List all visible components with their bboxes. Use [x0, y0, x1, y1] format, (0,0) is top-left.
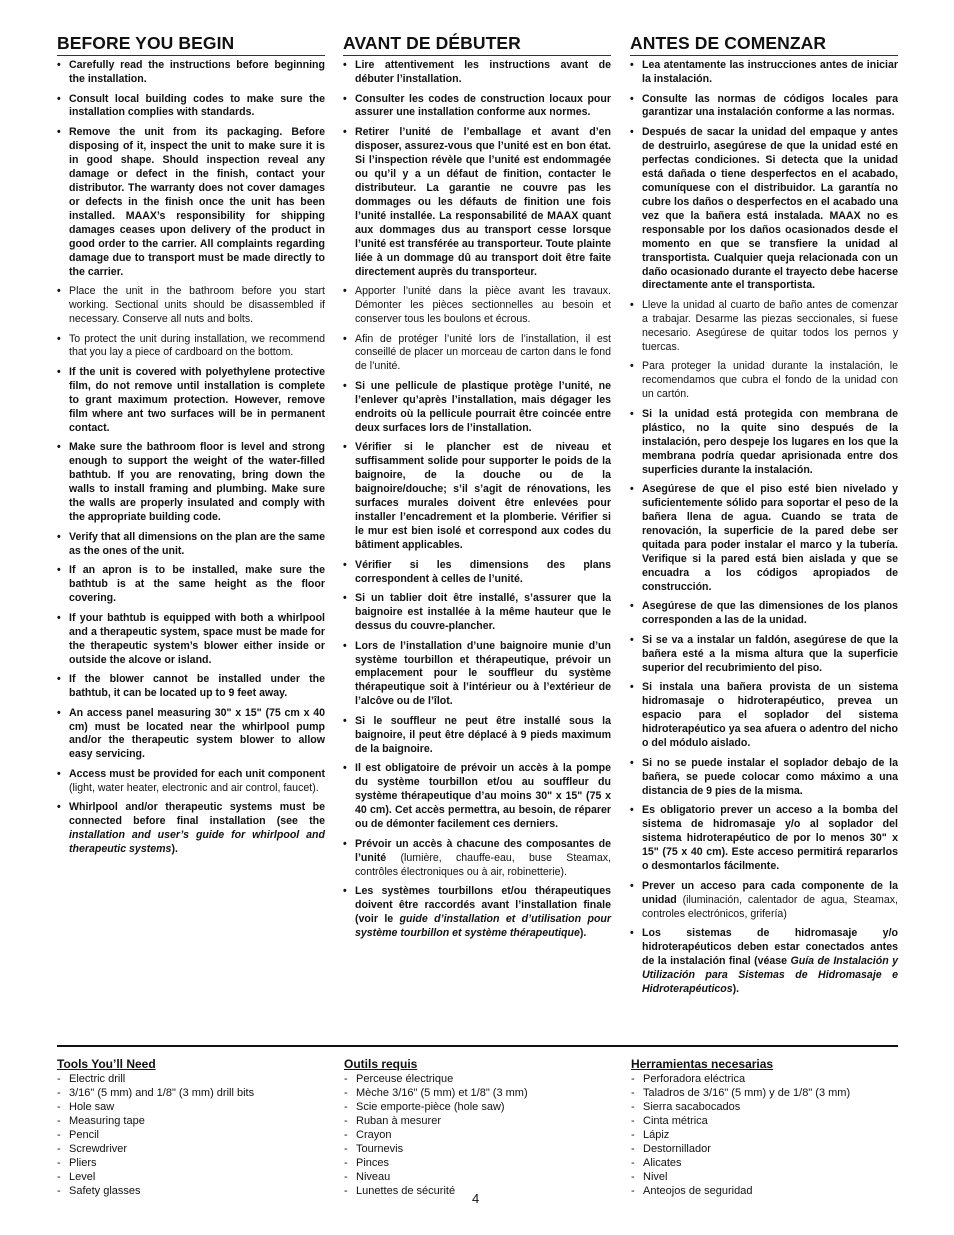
dash-icon: -	[57, 1143, 61, 1155]
column-french	[343, 33, 611, 947]
instruction-text: Make sure the bathroom floor is level and strong enough to support the weight of the water-filled bathtub. If you are renovating, bring down the walls to install framing and plumbing. Make sure the walls are properly insulated and comply with the appropriate building code.	[69, 441, 325, 524]
instruction-item	[343, 59, 611, 87]
instruction-text: If the blower cannot be installed under the bathtub, it can be located up to 9 feet away.	[69, 673, 325, 700]
bullet-icon: •	[630, 681, 634, 694]
tool-item	[57, 1170, 327, 1184]
dash-icon: -	[344, 1143, 348, 1155]
bullet-icon: •	[57, 92, 61, 105]
instruction-text: Retirer l’unité de l’emballage et avant d’en disposer, assurez-vous que l’unité est en bon état. Si l’inspection révèle que l’unité est endommagée ou qu’il y a un défaut de finition, contacter le distributeur. La garantie ne couvre pas les dommages ou les défauts de finition une fois l’unité installée. La responsabilité de MAAX quant aux dommages dus au transport cesse lorsque l’unité est transférée au transporteur. Toute plainte liée à un dommage dû au transport doit être faite directement auprès du transporteur.	[355, 126, 611, 278]
instruction-item	[630, 93, 898, 121]
dash-icon: -	[344, 1115, 348, 1127]
bullet-icon: •	[343, 639, 347, 652]
tool-name: Pliers	[69, 1157, 97, 1169]
instruction-text: Si la unidad está protegida con membrana de plástico, no la quite sino después de la instalación, pero despeje los lugares en los que la membrana podría quedar aprisionada entre dos superficies durante la instalación.	[642, 407, 898, 476]
dash-icon: -	[57, 1129, 61, 1141]
tool-item	[344, 1072, 614, 1086]
instruction-item	[343, 380, 611, 436]
instruction-item	[57, 285, 325, 327]
tool-name: Electric drill	[69, 1073, 126, 1085]
instruction-text: If your bathtub is equipped with both a whirlpool and a therapeutic system, space must be made for the therapeutic system’s blower either inside or outside the alcove or island.	[69, 611, 325, 666]
instruction-item	[343, 640, 611, 710]
instruction-item	[343, 838, 611, 880]
bullet-icon: •	[57, 801, 61, 814]
instruction-text: Vérifier si le plancher est de niveau et suffisamment solide pour supporter le poids de la baignoire, de la douche ou de la baignoire/douche; s’il s’agit de rénovations, les surfaces murales doivent être enlevées pour installer l’encadrement et la plomberie. Vérifier si le mur est bien isolé et correspond aux codes du bâtiment applicables.	[355, 441, 611, 552]
tool-item	[57, 1142, 327, 1156]
dash-icon: -	[57, 1157, 61, 1169]
bullet-icon: •	[343, 126, 347, 138]
instruction-item	[343, 762, 611, 832]
tool-name: Perforadora eléctrica	[643, 1073, 746, 1085]
bullet-icon: •	[57, 706, 61, 719]
dash-icon: -	[344, 1087, 348, 1099]
dash-icon: -	[631, 1115, 635, 1127]
bullet-icon: •	[57, 564, 61, 577]
instruction-text: Para proteger la unidad durante la instalación, le recomendamos que cubra el fondo de la unidad con un cartón.	[642, 360, 898, 401]
instruction-item	[630, 804, 898, 874]
dash-icon: -	[344, 1073, 348, 1085]
bullet-icon: •	[630, 483, 634, 496]
instruction-text: Consulte las normas de códigos locales para garantizar una instalación conforme a las normas.	[642, 92, 898, 119]
tool-name: Perceuse électrique	[356, 1073, 454, 1085]
tool-name: Taladros de 3/16" (5 mm) y de 1/8" (3 mm)	[643, 1087, 851, 1099]
tool-item	[631, 1170, 901, 1184]
instruction-note: (lumière, chauffe-eau, buse Steamax, contrôles électroniques ou à air, robinetterie).	[355, 851, 611, 878]
bullet-icon: •	[630, 407, 634, 420]
tool-name: Scie emporte-pièce (hole saw)	[356, 1101, 505, 1113]
dash-icon: -	[631, 1073, 635, 1085]
instruction-text: Remove the unit from its packaging. Before disposing of it, inspect the unit to make sure it is in good shape. Should inspection reveal any damage or defect in the finish, contact your distributor. The warranty does not cover damages or defects in the finish once the unit has been installed. MAAX’s responsibility for shipping damages ceases upon delivery of the product in good order to the carrier. All complaints regarding damage due to transport must be made directly to the carrier.	[69, 126, 325, 278]
instruction-text: Consult local building codes to make sure the installation complies with standards.	[69, 92, 325, 119]
instruction-text: Los sistemas de hidromasaje y/o hidroterapéuticos deben estar conectados antes de la instalación final (véase	[642, 927, 898, 967]
instruction-text: If an apron is to be installed, make sure the bathtub is at the same height as the floor covering.	[69, 564, 325, 605]
tool-name: Sierra sacabocados	[643, 1101, 741, 1113]
tool-item	[57, 1100, 327, 1114]
guide-title: guide d’installation et d’utilisation pour système tourbillon et système thérapeutique	[355, 913, 612, 940]
bullet-icon: •	[630, 756, 634, 769]
instruction-item	[630, 634, 898, 676]
tool-name: Safety glasses	[69, 1185, 141, 1197]
instruction-item	[57, 612, 325, 668]
instruction-text: Whirlpool and/or therapeutic systems must be connected before final installation (see the	[69, 801, 325, 828]
tool-item	[57, 1072, 327, 1086]
bullet-icon: •	[343, 332, 347, 345]
instruction-item	[630, 59, 898, 87]
instruction-item	[57, 93, 325, 121]
instruction-text: Lea atentamente las instrucciones antes de iniciar la instalación.	[642, 59, 898, 85]
bullet-icon: •	[343, 59, 347, 71]
guide-title: Guía de Instalación y Utilización para Sistemas de Hidromasaje e Hidroterapéuticos	[642, 954, 898, 995]
bullet-icon: •	[57, 59, 61, 71]
page-number: 4	[472, 1191, 480, 1206]
instruction-item	[57, 59, 325, 87]
instruction-text: Si no se puede instalar el soplador debajo de la bañera, se puede colocar como máximo a una distancia de 9 pies de la misma.	[642, 756, 898, 797]
bullet-icon: •	[343, 92, 347, 105]
instruction-text: Access must be provided for each unit component	[69, 767, 325, 780]
instruction-text: Prévoir un accès à chacune des composantes de l’unité	[355, 837, 611, 864]
instruction-text: Apporter l’unité dans la pièce avant les travaux. Démonter les pièces sectionnelles au besoin et conserver tous les boulons et écrous.	[355, 285, 611, 325]
bullet-icon: •	[343, 379, 347, 392]
bullet-icon: •	[57, 673, 61, 686]
tool-name: Crayon	[356, 1129, 392, 1141]
instruction-item	[343, 715, 611, 757]
tool-item	[631, 1142, 901, 1156]
tools-heading: Outils requis	[344, 1057, 418, 1071]
bullet-icon: •	[343, 441, 347, 454]
bullet-icon: •	[630, 59, 634, 71]
instruction-text: Place the unit in the bathroom before you start working. Sectional units should be disassembled if necessary. Conserve all nuts and bolts.	[69, 285, 325, 325]
instruction-text: Si se va a instalar un faldón, asegúrese de que la bañera esté a la misma altura que la superficie superior del recubrimiento del piso.	[642, 633, 898, 674]
instruction-item	[57, 673, 325, 701]
bullet-icon: •	[343, 837, 347, 850]
instruction-note: (iluminación, calentador de agua, Steamax, controles electrónicos, grifería)	[642, 893, 898, 920]
tool-item	[344, 1170, 614, 1184]
instruction-item	[630, 299, 898, 355]
instruction-item	[57, 531, 325, 559]
tool-name: Ruban à mesurer	[356, 1115, 441, 1127]
bullet-icon: •	[57, 126, 61, 138]
tool-item	[631, 1114, 901, 1128]
tool-item	[57, 1156, 327, 1170]
dash-icon: -	[631, 1087, 635, 1099]
instruction-text: Es obligatorio prever un acceso a la bomba del sistema de hidromasaje y/o al soplador del sistema hidroterapéutico de por lo menos 30" x 15" (75 x 40 cm). Este acceso permitirá repararlos o desmontarlos fácilmente.	[642, 804, 898, 873]
instruction-text: Prever un acceso para cada componente de la unidad	[642, 879, 898, 906]
dash-icon: -	[344, 1129, 348, 1141]
tool-name: Screwdriver	[69, 1143, 128, 1155]
tool-item	[631, 1184, 901, 1198]
tool-item	[344, 1156, 614, 1170]
tool-name: Nivel	[643, 1171, 668, 1183]
instruction-item	[343, 592, 611, 634]
tools-english	[57, 1056, 327, 1198]
bullet-icon: •	[343, 558, 347, 571]
tools-list	[344, 1072, 614, 1198]
bullet-icon: •	[630, 299, 634, 312]
instruction-text: Il est obligatoire de prévoir un accès à la pompe du système tourbillon et/ou au souffleur du système thérapeutique d’au moins 30" x 15" (75 x 40 cm). Cet accès permettra, au besoin, de réparer ou de démonter facilement ces derniers.	[355, 762, 611, 831]
heading-antes-de-comenzar: ANTES DE COMENZAR	[630, 33, 898, 56]
instruction-item	[630, 483, 898, 595]
bullet-icon: •	[343, 885, 347, 898]
instruction-item	[57, 768, 325, 796]
instruction-item	[343, 333, 611, 375]
dash-icon: -	[631, 1157, 635, 1169]
dash-icon: -	[631, 1143, 635, 1155]
bullet-icon: •	[630, 927, 634, 940]
dash-icon: -	[344, 1101, 348, 1113]
tool-item	[57, 1114, 327, 1128]
tool-item	[344, 1114, 614, 1128]
column-english	[57, 33, 325, 863]
bullet-icon: •	[630, 360, 634, 373]
instruction-text: Consulter les codes de construction locaux pour assurer une installation conforme aux normes.	[355, 92, 611, 119]
tool-item	[631, 1086, 901, 1100]
instruction-text: Si le souffleur ne peut être installé sous la baignoire, il peut être déplacé à 9 pieds maximum de la baignoire.	[355, 714, 611, 755]
instruction-text: Lors de l’installation d’une baignoire munie d’un système tourbillon et thérapeutique, prévoir un emplacement pour le souffleur du système thérapeutique soit à l’intérieur ou à l’extérieur de l’alcôve ou de l’îlot.	[355, 639, 611, 708]
tool-name: Mèche 3/16" (5 mm) et 1/8" (3 mm)	[356, 1087, 528, 1099]
tool-name: Lápiz	[643, 1129, 670, 1141]
instruction-item	[343, 126, 611, 279]
tool-item	[344, 1142, 614, 1156]
tools-spanish	[631, 1056, 901, 1198]
tool-name: Hole saw	[69, 1101, 115, 1113]
tool-item	[631, 1072, 901, 1086]
instruction-item	[630, 757, 898, 799]
instruction-item	[343, 93, 611, 121]
dash-icon: -	[344, 1171, 348, 1183]
guide-title: installation and user’s guide for whirlpool and therapeutic systems	[69, 829, 325, 856]
instruction-text: Verify that all dimensions on the plan are the same as the ones of the unit.	[69, 530, 325, 557]
instruction-text: Si instala una bañera provista de un sistema hidromasaje o hidroterapéutico, prevea un espacio para el soplador del sistema hidroterapéutico ya sea afuera o adentro del nicho o del módulo aislado.	[642, 681, 898, 750]
tool-item	[631, 1156, 901, 1170]
instruction-item	[343, 441, 611, 553]
tool-item	[57, 1086, 327, 1100]
instruction-text: An access panel measuring 30" x 15" (75 cm x 40 cm) must be located near the whirlpool pump and/or the therapeutic system blower to allow easy servicing.	[69, 706, 325, 761]
bullet-icon: •	[630, 804, 634, 817]
tool-name: Anteojos de seguridad	[643, 1185, 753, 1197]
instruction-text: Si un tablier doit être installé, s’assurer que la baignoire est installée à la même hauteur que le dessus du couvre-plancher.	[355, 592, 611, 633]
instruction-item	[630, 360, 898, 402]
tool-item	[631, 1100, 901, 1114]
dash-icon: -	[344, 1157, 348, 1169]
instruction-text-end: ).	[732, 982, 740, 995]
instruction-note: (light, water heater, electronic and air control, faucet).	[69, 781, 319, 794]
bullet-icon: •	[343, 714, 347, 727]
tool-name: Tournevis	[356, 1143, 404, 1155]
dash-icon: -	[57, 1073, 61, 1085]
instruction-text: Afin de protéger l’unité lors de l’installation, il est conseillé de placer un morceau de carton dans le fond de l’unité.	[355, 332, 611, 373]
tools-list	[631, 1072, 901, 1198]
dash-icon: -	[344, 1185, 348, 1197]
instruction-item	[630, 408, 898, 478]
tool-name: Lunettes de sécurité	[356, 1185, 456, 1197]
instruction-text: Asegúrese de que el piso esté bien nivelado y suficientemente sólido para soportar el peso de la bañera llena de agua. Cuando se trata de renovación, la superficie de la pared debe ser quitada para poder instalar el marco y la tubería. Verifique si la pared está bien aislada y que se encuadra a los códigos apropiados de construcción.	[642, 483, 898, 593]
instruction-item	[57, 801, 325, 857]
bullet-icon: •	[630, 92, 634, 105]
tool-name: Cinta métrica	[643, 1115, 708, 1127]
bullet-icon: •	[343, 592, 347, 605]
bullet-icon: •	[57, 285, 61, 298]
section-divider	[57, 1045, 898, 1047]
instruction-item	[630, 880, 898, 922]
instruction-item	[57, 126, 325, 279]
dash-icon: -	[57, 1101, 61, 1113]
instruction-item	[343, 885, 611, 941]
tool-name: Niveau	[356, 1171, 391, 1183]
tool-name: Level	[69, 1171, 96, 1183]
tool-name: 3/16" (5 mm) and 1/8" (3 mm) drill bits	[69, 1087, 255, 1099]
tool-name: Measuring tape	[69, 1115, 145, 1127]
tool-item	[57, 1184, 327, 1198]
bullet-icon: •	[630, 633, 634, 646]
tool-item	[344, 1128, 614, 1142]
dash-icon: -	[57, 1185, 61, 1197]
instruction-text: Después de sacar la unidad del empaque y antes de destruirlo, asegúrese de que la unidad esté en perfectas condiciones. Si detecta que la unidad está dañada o tiene desperfectos en el acabado, comuníquese con el distribuidor. La garantía no cubre los daños o desperfectos en el acabado una vez que la bañera está instalada. MAAX no es responsable por los daños ocasionados desde el momento en que se transfiere la unidad al transportista. Cualquier queja relacionada con un daño ocasionado durante el trayecto debe hacerse directamente ante el transportista.	[642, 126, 898, 292]
instruction-item	[630, 681, 898, 751]
bullet-icon: •	[630, 600, 634, 613]
tool-item	[57, 1128, 327, 1142]
column-spanish	[630, 33, 898, 1002]
bullet-icon: •	[630, 126, 634, 138]
instruction-text: Lleve la unidad al cuarto de baño antes de comenzar a trabajar. Desarme las piezas seccionales, si fuese necesario. Asegúrese de quitar todos los pernos y tuercas.	[642, 299, 898, 353]
instruction-item	[57, 707, 325, 763]
tool-name: Destornillador	[643, 1143, 711, 1155]
tools-list	[57, 1072, 327, 1198]
tool-name: Pinces	[356, 1157, 390, 1169]
instruction-list	[343, 59, 611, 941]
bullet-icon: •	[57, 530, 61, 543]
dash-icon: -	[57, 1171, 61, 1183]
instruction-list	[630, 59, 898, 997]
instruction-text: Asegúrese de que las dimensiones de los planos corresponden a las de la unidad.	[642, 600, 898, 627]
dash-icon: -	[631, 1185, 635, 1197]
instruction-text: Si une pellicule de plastique protège l’unité, ne l’enlever qu’après l’installation, mais dégager les endroits où la pellicule pourrait être coincée entre deux surfaces lors de l’installation.	[355, 379, 611, 434]
tool-name: Pencil	[69, 1129, 99, 1141]
tools-french	[344, 1056, 614, 1198]
dash-icon: -	[631, 1129, 635, 1141]
bullet-icon: •	[57, 767, 61, 780]
tool-item	[631, 1128, 901, 1142]
instruction-item	[630, 126, 898, 293]
tool-item	[344, 1100, 614, 1114]
instruction-text: Les systèmes tourbillons et/ou thérapeutiques doivent être raccordés avant l’installation finale (voir le	[355, 885, 611, 926]
instruction-item	[57, 564, 325, 606]
instruction-list	[57, 59, 325, 857]
bullet-icon: •	[343, 762, 347, 775]
dash-icon: -	[57, 1087, 61, 1099]
instruction-text-end: ).	[579, 927, 587, 940]
instruction-item	[343, 559, 611, 587]
instruction-item	[57, 333, 325, 361]
instruction-item	[630, 927, 898, 997]
instruction-item	[57, 366, 325, 436]
dash-icon: -	[57, 1115, 61, 1127]
bullet-icon: •	[630, 879, 634, 892]
tool-item	[344, 1086, 614, 1100]
heading-before-you-begin: BEFORE YOU BEGIN	[57, 33, 325, 56]
tools-heading: Herramientas necesarias	[631, 1057, 774, 1071]
tool-name: Alicates	[643, 1157, 682, 1169]
instruction-item	[343, 285, 611, 327]
instruction-text-end: ).	[171, 843, 178, 856]
bullet-icon: •	[57, 441, 61, 454]
instruction-text: Vérifier si les dimensions des plans correspondent à celles de l’unité.	[355, 558, 611, 585]
dash-icon: -	[631, 1171, 635, 1183]
dash-icon: -	[631, 1101, 635, 1113]
instruction-text: To protect the unit during installation, we recommend that you lay a piece of cardboard on the bottom.	[69, 332, 325, 359]
instruction-item	[630, 600, 898, 628]
tools-heading: Tools You’ll Need	[57, 1057, 156, 1071]
heading-avant-de-debuter: AVANT DE DÉBUTER	[343, 33, 611, 56]
instruction-text: If the unit is covered with polyethylene protective film, do not remove until installation is complete to grant maximum protection. However, remove film where ant two surfaces will be in permanent contact.	[69, 366, 325, 434]
bullet-icon: •	[57, 611, 61, 624]
bullet-icon: •	[57, 332, 61, 345]
instruction-text: Lire attentivement les instructions avant de débuter l’installation.	[355, 59, 611, 85]
instruction-text: Carefully read the instructions before beginning the installation.	[69, 59, 325, 85]
bullet-icon: •	[57, 366, 61, 379]
bullet-icon: •	[343, 285, 347, 298]
instruction-item	[57, 441, 325, 525]
